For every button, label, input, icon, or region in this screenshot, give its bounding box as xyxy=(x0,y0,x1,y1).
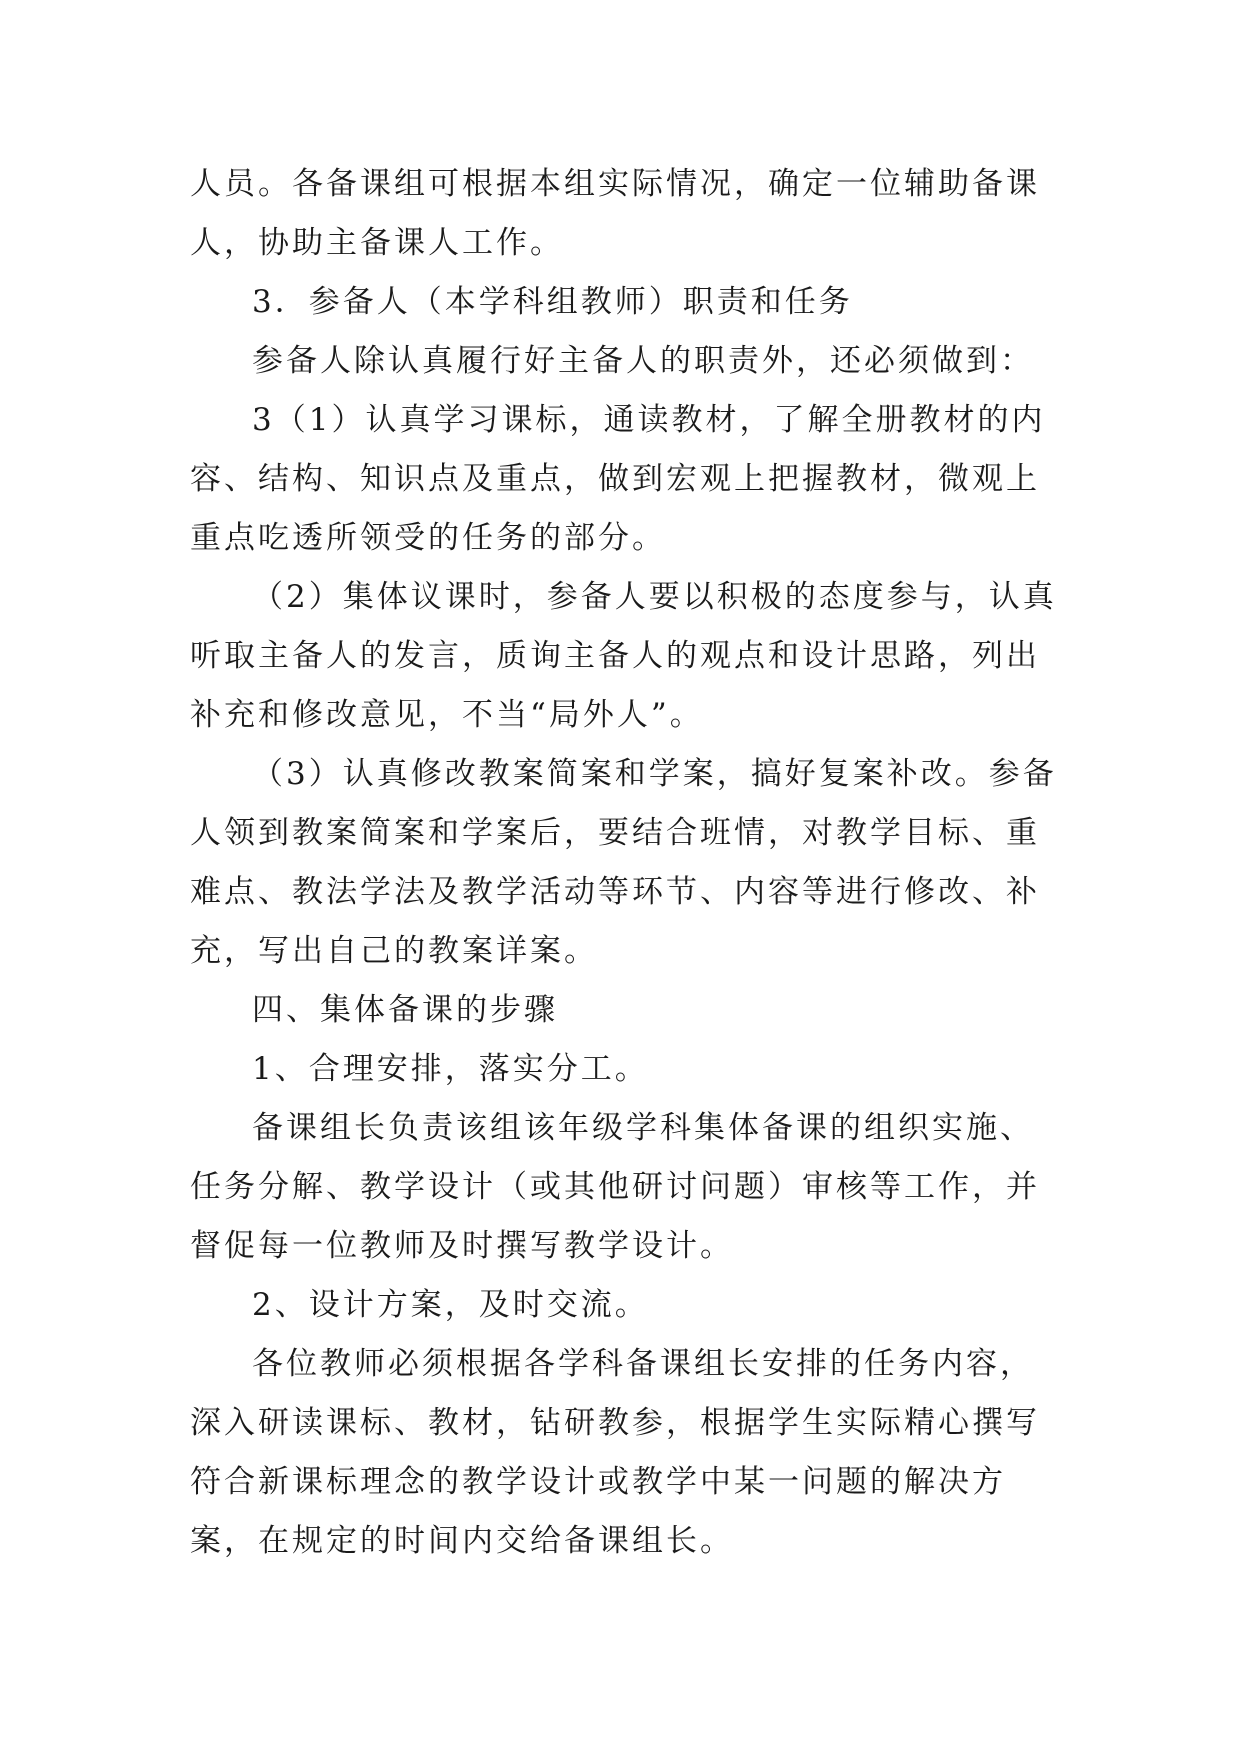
paragraph: （2）集体议课时，参备人要以积极的态度参与，认真听取主备人的发言，质询主备人的观点和设计思路，列出补充和修改意见，不当“局外人”。 xyxy=(190,579,1057,733)
paragraph: 人员。各备课组可根据本组实际情况，确定一位辅助备课人，协助主备课人工作。 xyxy=(190,166,1040,261)
paragraph: 参备人除认真履行好主备人的职责外，还必须做到： xyxy=(252,343,1034,379)
paragraph: 各位教师必须根据各学科备课组长安排的任务内容，深入研读课标、教材，钻研教参，根据学生实际精心撰写符合新课标理念的教学设计或教学中某一问题的解决方案，在规定的时间内交给备课组长。 xyxy=(190,1346,1040,1559)
section-heading: 四、集体备课的步骤 xyxy=(252,992,558,1028)
subsection-heading: 2、设计方案，及时交流。 xyxy=(252,1287,649,1323)
paragraph: 3．参备人（本学科组教师）职责和任务 xyxy=(252,284,853,320)
paragraph: 3（1）认真学习课标，通读教材，了解全册教材的内容、结构、知识点及重点，做到宏观上把握教材，微观上重点吃透所领受的任务的部分。 xyxy=(190,402,1046,556)
subsection-heading: 1、合理安排，落实分工。 xyxy=(252,1051,649,1087)
paragraph: 备课组长负责该组该年级学科集体备课的组织实施、任务分解、教学设计（或其他研讨问题）审核等工作，并督促每一位教师及时撰写教学设计。 xyxy=(190,1110,1040,1264)
paragraph: （3）认真修改教案简案和学案，搞好复案补改。参备人领到教案简案和学案后，要结合班情，对教学目标、重难点、教法学法及教学活动等环节、内容等进行修改、补充，写出自己的教案详案。 xyxy=(190,756,1057,969)
document-body xyxy=(190,155,1058,1571)
